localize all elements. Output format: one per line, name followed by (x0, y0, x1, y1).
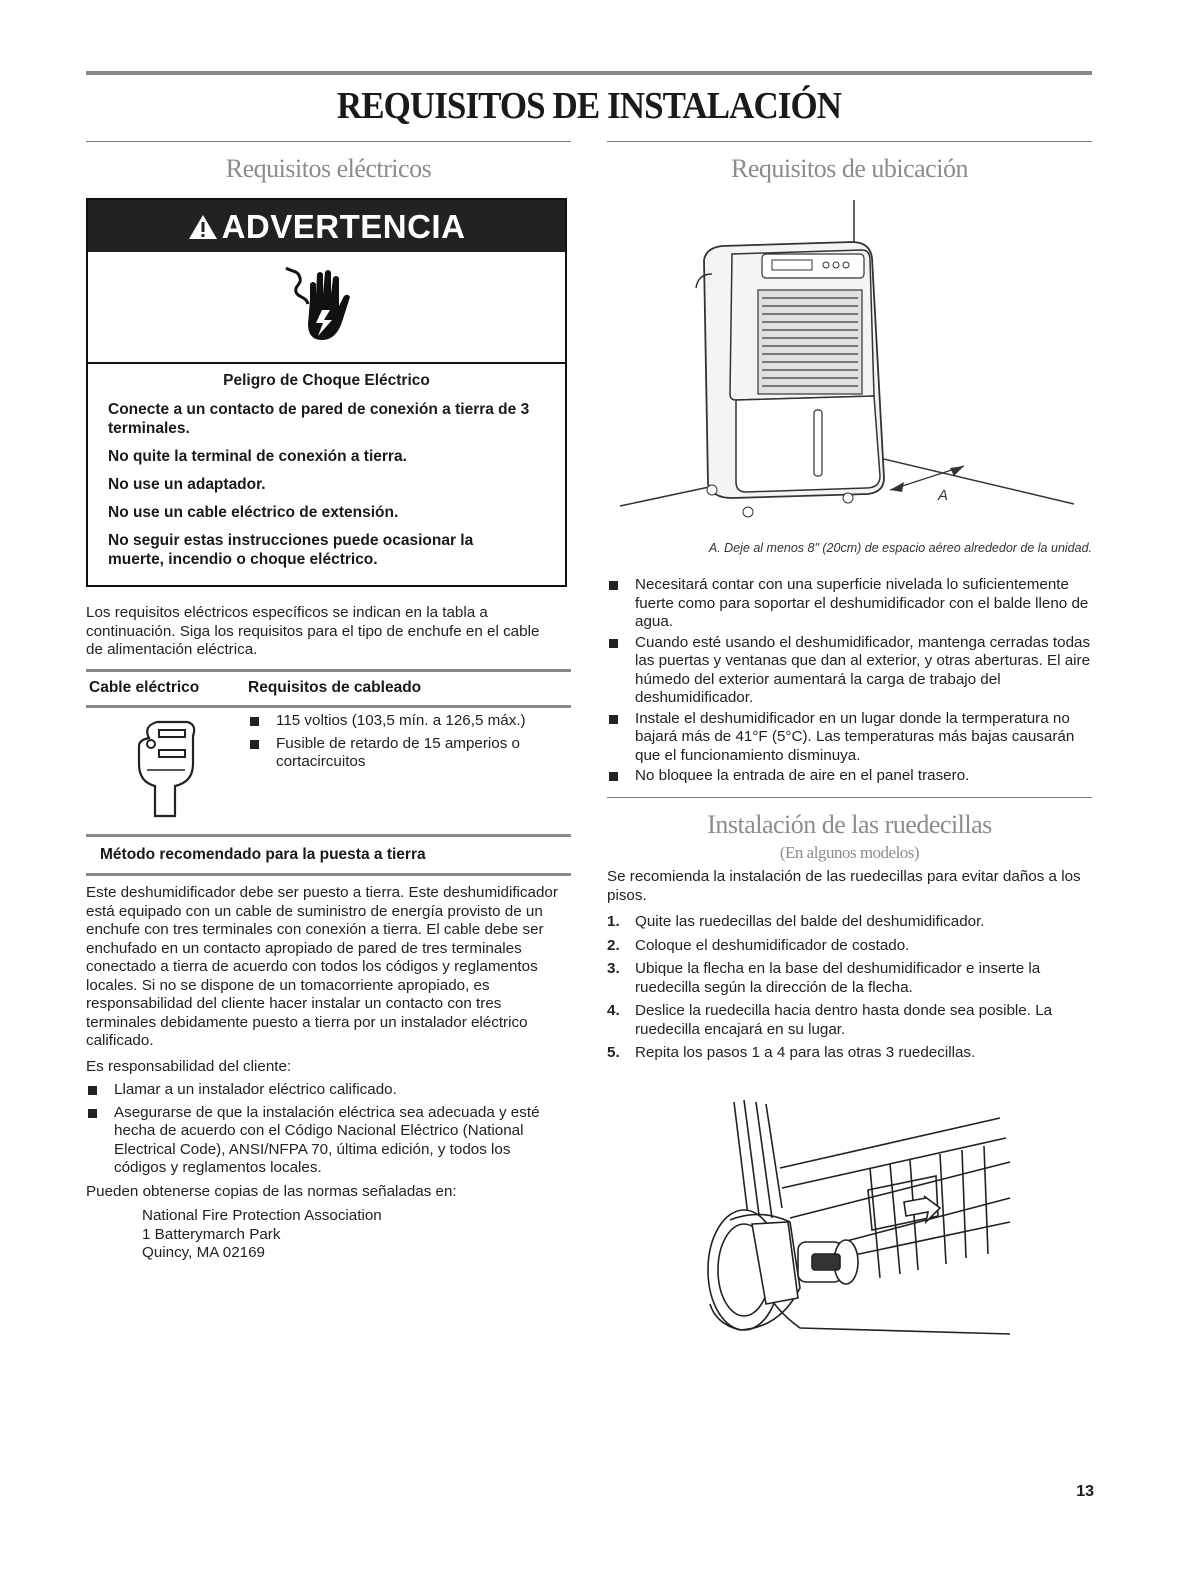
warning-line: No use un cable eléctrico de extensión. (108, 504, 399, 521)
warning-icon-area (88, 252, 565, 364)
responsibility-list (86, 1081, 556, 1178)
list-item: Necesitará contar con una superficie nivelada lo suficientemente fuerte como para soportar el deshumidificador con el balde lleno de agua. (607, 576, 1092, 632)
nfpa-address (142, 1207, 542, 1263)
list-item: Asegurarse de que la instalación eléctrica sea adecuada y esté hecha de acuerdo con el Código Nacional Eléctrico (National Electrical Code), ANSI/NFPA 70, última edición, y todos los códigos y reglamentos locales. (86, 1104, 556, 1178)
figure-caption: A. Deje al menos 8" (20cm) de espacio aéreo alrededor de la unidad. (708, 541, 1092, 555)
warning-banner (88, 200, 565, 252)
table-col-wiring: Requisitos de cableado (248, 679, 422, 696)
warning-line: No seguir estas instrucciones puede ocasionar la muerte, incendio o choque eléctrico. (108, 532, 474, 568)
grounding-method-header (86, 834, 571, 876)
warning-triangle-icon (188, 213, 218, 241)
list-item: 115 voltios (103,5 mín. a 126,5 máx.) (248, 712, 568, 731)
electrical-heading: Requisitos eléctricos (225, 154, 432, 183)
list-item: Cuando esté usando el deshumidificador, mantenga cerradas todas las puertas y ventanas que dan al exterior, y otras aberturas. El aire húmedo del exterior aumentará la carga de trabajo del deshumidificador. (607, 634, 1092, 708)
page-number: 13 (1076, 1483, 1094, 1500)
list-item: Instale el deshumidificador en un lugar donde la termperatura no bajará más de 41°F (5°C). Las temperaturas más bajas causarán que el funcionamiento disminuya. (607, 710, 1092, 766)
list-item: 3. Ubique la flecha en la base del deshumidificador e inserte la ruedecilla según la dirección de la flecha. (607, 960, 1041, 996)
plug-icon (135, 716, 205, 820)
list-item: 5. Repita los pasos 1 a 4 para las otras 3 ruedecillas. (607, 1044, 976, 1061)
casters-steps (607, 913, 1092, 1063)
wiring-table-header (86, 669, 571, 708)
wiring-requirements-list (248, 712, 568, 772)
grounding-method-title: Método recomendado para la puesta a tierra (100, 846, 426, 863)
top-rule (86, 71, 1092, 75)
casters-intro: Se recomienda la instalación de las ruedecillas para evitar daños a los pisos. (607, 868, 1081, 904)
caster-installation-figure (700, 1098, 1020, 1368)
list-item: 2. Coloque el deshumidificador de costado. (607, 936, 910, 954)
dehumidifier-clearance-figure (612, 198, 1082, 528)
page-title: REQUISITOS DE INSTALACIÓN (336, 85, 842, 127)
warning-text (108, 400, 551, 569)
electric-shock-hand-icon (278, 260, 368, 350)
left-column-rule (86, 141, 571, 142)
list-item: Llamar a un instalador eléctrico calificado. (86, 1081, 556, 1100)
warning-box (86, 198, 567, 587)
table-col-power-cord: Cable eléctrico (89, 679, 200, 696)
address-line: 1 Batterymarch Park (142, 1225, 281, 1243)
responsibility-label: Es responsabilidad del cliente: (86, 1058, 292, 1075)
list-item: Fusible de retardo de 15 amperios o cortacircuitos (248, 735, 568, 772)
warning-subtitle: Peligro de Choque Eléctrico (223, 372, 430, 389)
right-column-rule (607, 141, 1092, 142)
casters-heading: Instalación de las ruedecillas (707, 810, 992, 839)
warning-line: Conecte a un contacto de pared de conexión a tierra de 3 terminales. (108, 401, 530, 437)
casters-rule (607, 797, 1092, 798)
location-heading: Requisitos de ubicación (731, 154, 968, 183)
clearance-label-a: A (938, 487, 949, 504)
address-line: Quincy, MA 02169 (142, 1244, 265, 1261)
list-item: 4. Deslice la ruedecilla hacia dentro hasta donde sea posible. La ruedecilla encajará en su lugar. (607, 1002, 1053, 1038)
warning-line: No quite la terminal de conexión a tierra. (108, 448, 407, 465)
address-line: National Fire Protection Association (142, 1207, 382, 1224)
list-item: 1. Quite las ruedecillas del balde del deshumidificador. (607, 913, 985, 930)
warning-line: No use un adaptador. (108, 476, 266, 493)
casters-subheading: (En algunos modelos) (779, 843, 920, 862)
electrical-intro: Los requisitos eléctricos específicos se indican en la tabla a continuación. Siga los requisitos para el tipo de enchufe en el cable de alimentación eléctrica. (86, 604, 540, 658)
location-list (607, 576, 1092, 786)
copies-label: Pueden obtenerse copias de las normas señaladas en: (86, 1183, 457, 1200)
list-item: No bloquee la entrada de aire en el panel trasero. (607, 767, 1092, 786)
grounding-paragraph: Este deshumidificador debe ser puesto a tierra. Este deshumidificador está equipado con un cable de suministro de energía provisto de un enchufe con tres terminales con conexión a tierra. El cable debe ser enchufado en un contacto apropiado de pared de tres terminales conectado a tierra de acuerdo con todos los códigos y reglamentos locales. Si no se dispone de un tomacorriente apropiado, es responsabilidad del cliente hacer instalar un contacto con tres terminales debidamente puesto a tierra por un instalador eléctrico calificado. (86, 884, 558, 1049)
warning-banner-text: ADVERTENCIA (221, 208, 466, 245)
